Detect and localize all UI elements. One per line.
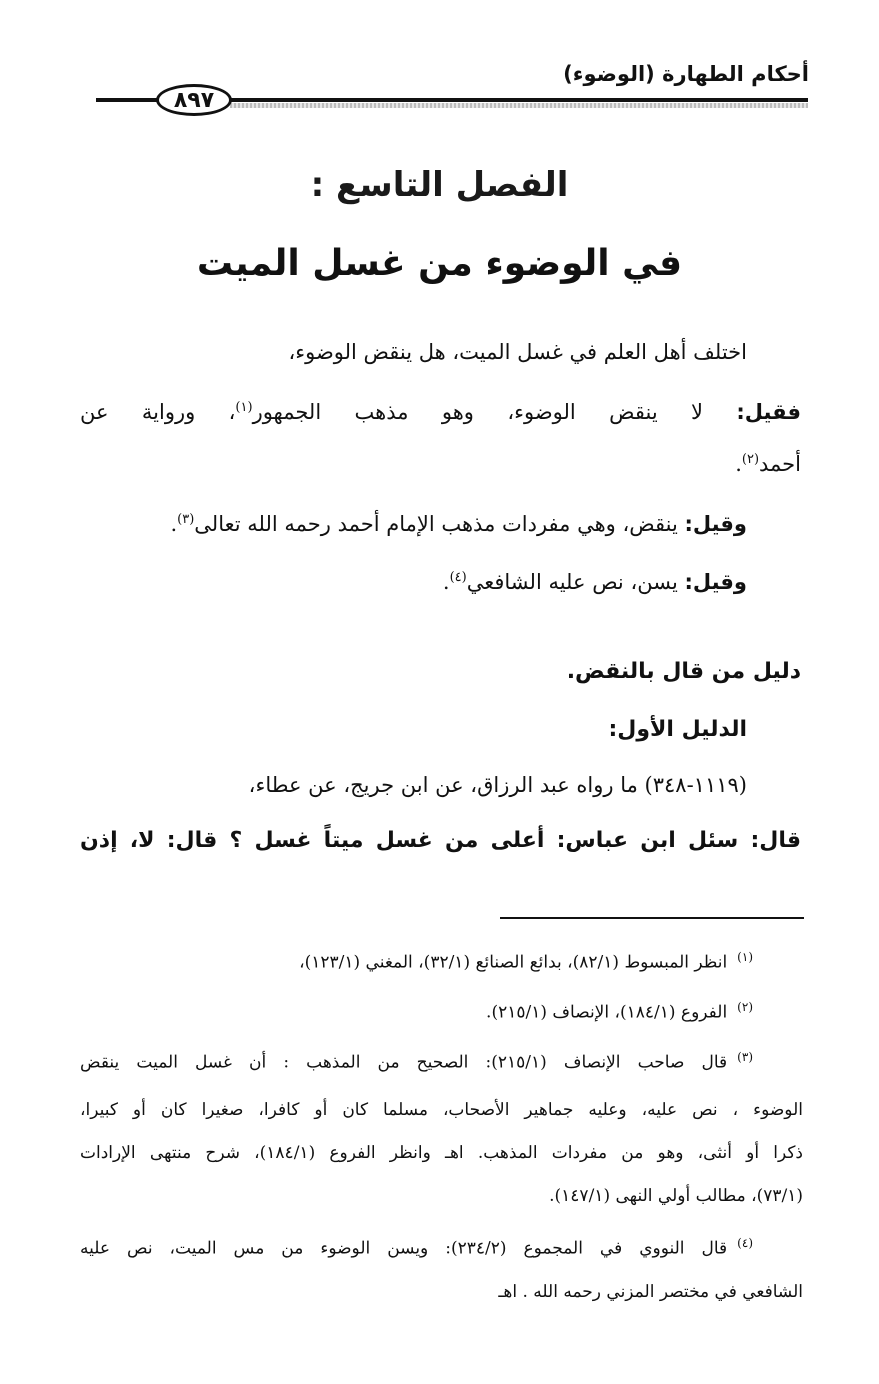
- footnote-1: [80, 950, 753, 973]
- footnote-line: الوضوء ، نص عليه، وعليه جماهير الأصحاب، مسلما كان أو كافرا، صغيرا كان أو كبيرا،: [80, 1100, 803, 1120]
- page-number: ٨٩٧: [156, 84, 232, 116]
- footnote-line: الفروع (١٨٤/١)، الإنصاف (٢١٥/١).: [486, 1002, 728, 1023]
- footnote-ref-4[interactable]: (٤): [449, 570, 467, 585]
- first-evidence-heading: الدليل الأول:: [608, 717, 747, 742]
- opinion-2: [80, 512, 747, 536]
- footnote-line: الشافعي في مختصر المزني رحمه الله . اهـ: [498, 1282, 803, 1302]
- footnote-4-line-2: [80, 1282, 803, 1302]
- footnote-number: (٤): [737, 1236, 753, 1250]
- footnote-2: [80, 1000, 753, 1023]
- footnote-3-line-1: [80, 1050, 803, 1073]
- hadith-chain-text: (١١١٩-٣٤٨) ما رواه عبد الرزاق، عن ابن جريج، عن عطاء،: [248, 773, 747, 797]
- running-title: أحكام الطهارة (الوضوء): [563, 62, 809, 86]
- opinion-1-line2-text: أحمد: [759, 452, 801, 476]
- opinion-1-line-1: [80, 400, 801, 424]
- hadith-chain: [80, 773, 747, 797]
- footnote-number: (٢): [737, 1000, 753, 1014]
- body-text: [80, 0, 801, 900]
- footnote-line: قال النووي في المجموع (٢٣٤/٢): ويسن الوضوء من مس الميت، نص عليه: [80, 1238, 728, 1259]
- hadith-text-content: قال: سئل ابن عباس: أعلى من غسل ميتاً غسل ؟ قال: لا، إذن: [80, 828, 801, 853]
- footnote-ref-1[interactable]: (١): [235, 400, 253, 415]
- opinion-1-tail: ، ورواية عن: [80, 400, 236, 424]
- opinion-3-text: يسن، نص عليه الشافعي: [466, 570, 685, 594]
- footnote-3-line-2: [80, 1100, 803, 1120]
- footnote-ref-3[interactable]: (٣): [177, 512, 195, 527]
- evidence-heading: دليل من قال بالنقض.: [566, 659, 801, 684]
- opinion-1-line-2: [80, 452, 801, 476]
- intro-text: اختلف أهل العلم في غسل الميت، هل ينقض الوضوء،: [288, 340, 747, 364]
- footnote-3-line-3: [80, 1143, 803, 1163]
- opinion-1-text: لا ينقض الوضوء، وهو مذهب الجمهور: [252, 400, 737, 424]
- opinion-1-end: .: [735, 452, 742, 476]
- footnote-4-line-1: [80, 1236, 803, 1259]
- opinion-2-text: ينقض، وهي مفردات مذهب الإمام أحمد رحمه الله تعالى: [194, 512, 685, 536]
- intro-paragraph: [80, 340, 747, 364]
- opinion-1-lead: فقيل:: [736, 400, 801, 424]
- chapter-title: في الوضوء من غسل الميت: [196, 243, 683, 284]
- footnote-ref-2[interactable]: (٢): [741, 452, 760, 467]
- footnote-line: قال صاحب الإنصاف (٢١٥/١): الصحيح من المذهب : أن غسل الميت ينقض: [80, 1052, 728, 1073]
- opinion-3-end: .: [442, 570, 450, 594]
- footnote-line: (٧٣/١)، مطالب أولي النهى (١٤٧/١).: [549, 1186, 803, 1206]
- opinion-2-lead: وقيل:: [684, 512, 747, 536]
- footnote-number: (٣): [737, 1050, 753, 1064]
- opinion-3-lead: وقيل:: [684, 570, 747, 594]
- opinion-3: [80, 570, 747, 594]
- hadith-text: [80, 828, 801, 853]
- footnote-3-line-4: [80, 1186, 803, 1206]
- footnote-line: انظر المبسوط (٨٢/١)، بدائع الصنائع (٣٢/١)، المغني (١٢٣/١)،: [299, 952, 728, 973]
- footnote-number: (١): [737, 950, 753, 964]
- chapter-label: الفصل التاسع :: [310, 165, 569, 205]
- footnote-line: ذكرا أو أنثى، وهو من مفردات المذهب. اهـ وانظر الفروع (١٨٤/١)، شرح منتهى الإرادات: [80, 1143, 803, 1163]
- opinion-2-end: .: [170, 512, 178, 536]
- footnote-separator: [500, 917, 804, 919]
